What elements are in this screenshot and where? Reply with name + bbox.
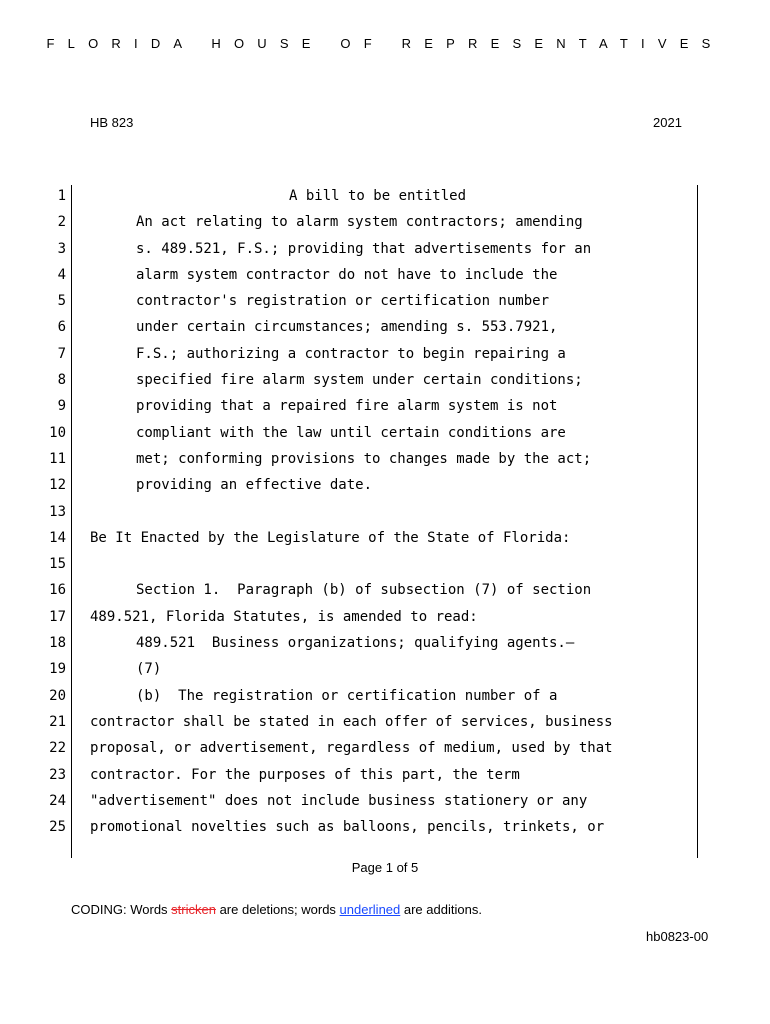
line-number: 24 <box>49 792 66 809</box>
bill-text-body <box>0 184 770 841</box>
line-number: 17 <box>49 608 66 625</box>
chamber-header: FLORIDA HOUSE OF REPRESENTATIVES <box>46 36 724 51</box>
line-text: providing an effective date. <box>136 477 373 494</box>
line-text: promotional novelties such as balloons, pencils, trinkets, or <box>90 819 605 836</box>
line-text: contractor's registration or certification number <box>136 293 550 310</box>
coding-stricken-example: stricken <box>171 902 216 917</box>
line-number: 3 <box>57 240 66 257</box>
bill-line <box>0 263 770 289</box>
bill-line <box>0 368 770 394</box>
line-number: 15 <box>49 556 66 573</box>
bill-line <box>0 473 770 499</box>
line-text: F.S.; authorizing a contractor to begin repairing a <box>136 345 566 362</box>
line-text: "advertisement" does not include business stationery or any <box>90 792 588 809</box>
bill-line <box>0 763 770 789</box>
coding-middle: are deletions; words <box>215 902 340 917</box>
bill-line <box>0 237 770 263</box>
bill-line <box>0 210 770 236</box>
coding-suffix: are additions. <box>400 902 482 917</box>
bill-line <box>0 710 770 736</box>
line-number: 14 <box>49 529 66 546</box>
line-number: 6 <box>57 319 66 336</box>
line-number: 2 <box>57 214 66 231</box>
line-text: A bill to be entitled <box>289 188 467 204</box>
bill-line <box>0 736 770 762</box>
line-number: 16 <box>49 582 66 599</box>
line-number: 10 <box>49 424 66 441</box>
coding-prefix: CODING: Words <box>71 902 172 917</box>
line-number: 5 <box>57 293 66 310</box>
bill-line <box>0 789 770 815</box>
bill-line <box>0 447 770 473</box>
line-text: 489.521 Business organizations; qualifying agents.— <box>136 635 575 652</box>
line-text: Section 1. Paragraph (b) of subsection (7) of section <box>136 582 592 599</box>
line-text: alarm system contractor do not have to include the <box>136 266 558 283</box>
bill-line <box>0 815 770 841</box>
bill-line <box>0 657 770 683</box>
line-number: 8 <box>57 372 66 389</box>
line-text: proposal, or advertisement, regardless of medium, used by that <box>90 740 613 757</box>
document-id: hb0823-00 <box>646 929 709 944</box>
line-text: contractor shall be stated in each offer of services, business <box>90 713 613 730</box>
line-number: 19 <box>49 661 66 678</box>
page-indicator: Page 1 of 5 <box>351 860 419 875</box>
line-number: 18 <box>49 635 66 652</box>
line-number: 11 <box>49 450 66 467</box>
line-number: 21 <box>49 713 66 730</box>
bill-line <box>0 421 770 447</box>
bill-line <box>0 500 770 526</box>
line-text: compliant with the law until certain conditions are <box>136 424 566 441</box>
coding-underlined-example: underlined <box>339 902 401 917</box>
bill-line <box>0 289 770 315</box>
line-text: (b) The registration or certification number of a <box>136 687 558 704</box>
line-text: Be It Enacted by the Legislature of the State of Florida: <box>90 529 571 546</box>
line-text: providing that a repaired fire alarm system is not <box>136 398 558 415</box>
coding-legend <box>71 902 482 917</box>
line-text: contractor. For the purposes of this part, the term <box>90 766 520 783</box>
bill-year: 2021 <box>653 115 682 130</box>
line-number: 20 <box>49 687 66 704</box>
bill-line <box>0 184 770 210</box>
bill-line <box>0 315 770 341</box>
line-text: specified fire alarm system under certain conditions; <box>136 372 583 389</box>
line-number: 12 <box>49 477 66 494</box>
line-number: 1 <box>57 188 66 204</box>
bill-line <box>0 342 770 368</box>
line-text: 489.521, Florida Statutes, is amended to read: <box>90 608 478 625</box>
line-number: 9 <box>57 398 66 415</box>
line-text: met; conforming provisions to changes made by the act; <box>136 450 592 467</box>
bill-line <box>0 605 770 631</box>
line-text: An act relating to alarm system contractors; amending <box>136 214 583 231</box>
line-number: 13 <box>49 503 66 520</box>
bill-line <box>0 526 770 552</box>
bill-line <box>0 578 770 604</box>
line-number: 7 <box>57 345 66 362</box>
line-text: under certain circumstances; amending s. 553.7921, <box>136 319 558 336</box>
line-number: 4 <box>57 266 66 283</box>
bill-line <box>0 631 770 657</box>
line-number: 23 <box>49 766 66 783</box>
line-number: 22 <box>49 740 66 757</box>
bill-line <box>0 684 770 710</box>
line-text: (7) <box>136 661 162 678</box>
bill-number: HB 823 <box>90 115 134 130</box>
line-text: s. 489.521, F.S.; providing that advertisements for an <box>136 240 592 257</box>
bill-line <box>0 394 770 420</box>
line-number: 25 <box>49 819 66 836</box>
bill-line <box>0 552 770 578</box>
